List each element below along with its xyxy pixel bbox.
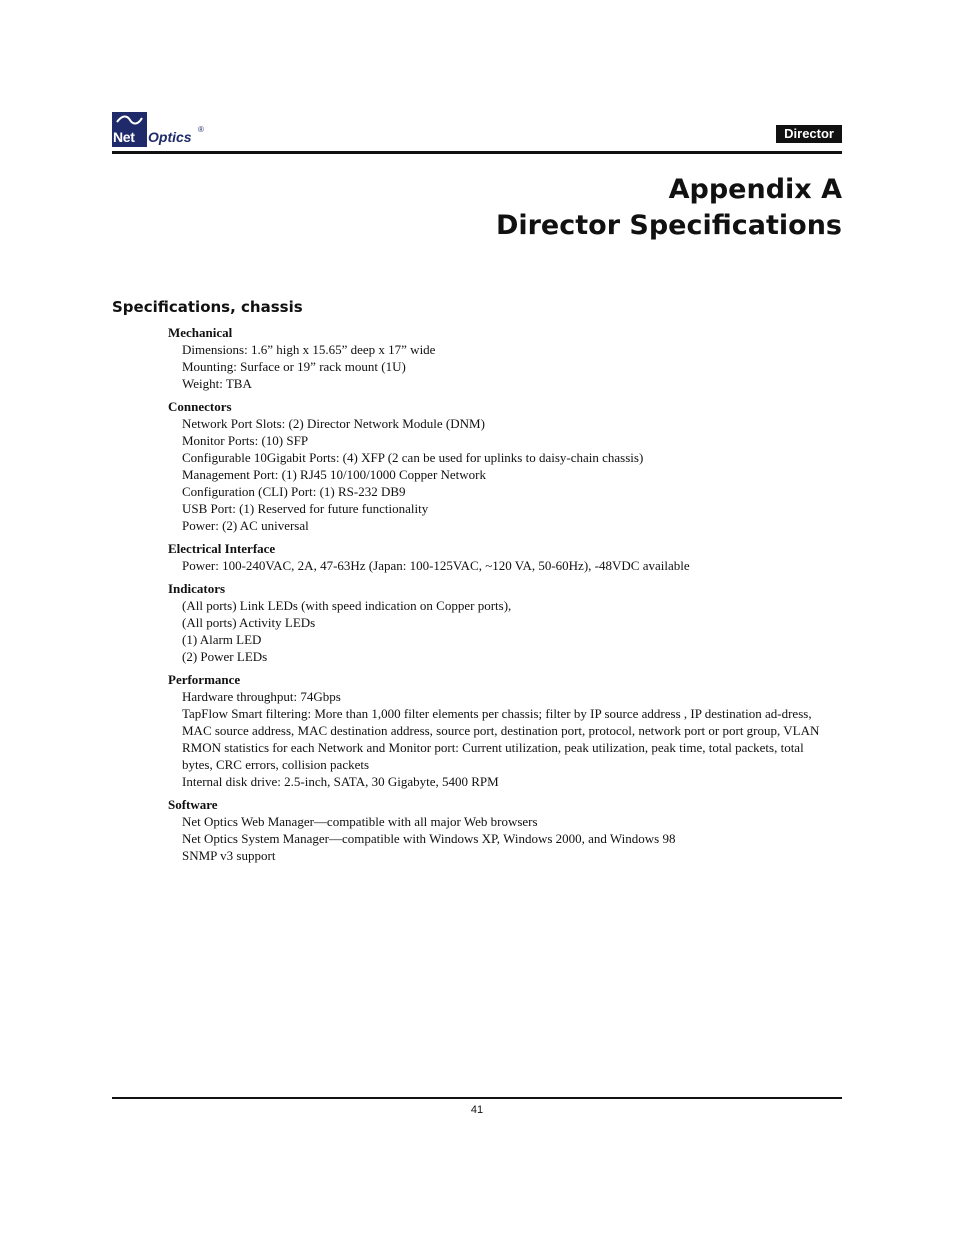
- page-title-line-1: Appendix A: [668, 174, 842, 205]
- spec-group-heading: Performance: [168, 672, 241, 687]
- spec-item: Configuration (CLI) Port: (1) RS-232 DB9: [182, 484, 406, 499]
- section-title: Specifications, chassis: [112, 298, 303, 316]
- spec-item: Network Port Slots: (2) Director Network Module (DNM): [182, 416, 485, 431]
- wave-icon: [112, 112, 147, 128]
- header-rule: [112, 151, 842, 154]
- spec-item: Power: 100-240VAC, 2A, 47-63Hz (Japan: 100-125VAC, ~120 VA, 50-60Hz), -48VDC available: [182, 558, 690, 573]
- spec-item: Net Optics System Manager—compatible with Windows XP, Windows 2000, and Windows 98: [182, 831, 676, 846]
- page-title: [496, 172, 842, 244]
- spec-item: Dimensions: 1.6” high x 15.65” deep x 17” wide: [182, 342, 436, 357]
- spec-group-heading: Connectors: [168, 399, 232, 414]
- spec-item: Configurable 10Gigabit Ports: (4) XFP (2 can be used for uplinks to daisy-chain chassis): [182, 450, 644, 465]
- footer-rule: [112, 1097, 842, 1099]
- page-title-line-2: Director Specifications: [495, 210, 842, 241]
- spec-item: (All ports) Link LEDs (with speed indication on Copper ports),: [182, 598, 512, 613]
- spec-item: Internal disk drive: 2.5-inch, SATA, 30 Gigabyte, 5400 RPM: [182, 774, 499, 789]
- spec-item: Monitor Ports: (10) SFP: [182, 433, 309, 448]
- spec-item: TapFlow Smart filtering: More than 1,000 filter elements per chassis; filter by IP source address , IP destination ad-dress, MAC source address, MAC destination address, source port, destination port, protocol, network port or port group, VLAN: [182, 706, 820, 738]
- spec-item: Mounting: Surface or 19” rack mount (1U): [182, 359, 406, 374]
- page-number: 41: [470, 1104, 484, 1116]
- registered-mark: ®: [198, 125, 204, 134]
- spec-item: Weight: TBA: [182, 376, 252, 391]
- logo-net-text: Net: [113, 129, 135, 145]
- spec-item: RMON statistics for each Network and Monitor port: Current utilization, peak utilization, peak time, total packets, total bytes, CRC errors, collision packets: [182, 740, 804, 772]
- spec-content: [168, 324, 832, 864]
- logo-optics-text: Optics: [148, 129, 192, 145]
- net-optics-logo: [112, 112, 222, 148]
- spec-item: SNMP v3 support: [182, 848, 276, 863]
- spec-item: Power: (2) AC universal: [182, 518, 309, 533]
- spec-item: (2) Power LEDs: [182, 649, 268, 664]
- spec-item: USB Port: (1) Reserved for future functionality: [182, 501, 429, 516]
- spec-item: Net Optics Web Manager—compatible with all major Web browsers: [182, 814, 538, 829]
- spec-group-heading: Mechanical: [168, 325, 233, 340]
- spec-item: Management Port: (1) RJ45 10/100/1000 Copper Network: [182, 467, 487, 482]
- spec-group-heading: Electrical Interface: [168, 541, 276, 556]
- spec-group-heading: Indicators: [168, 581, 226, 596]
- spec-item: (1) Alarm LED: [182, 632, 262, 647]
- product-badge: Director: [776, 125, 842, 143]
- spec-group-heading: Software: [168, 797, 218, 812]
- spec-item: (All ports) Activity LEDs: [182, 615, 316, 630]
- spec-item: Hardware throughput: 74Gbps: [182, 689, 341, 704]
